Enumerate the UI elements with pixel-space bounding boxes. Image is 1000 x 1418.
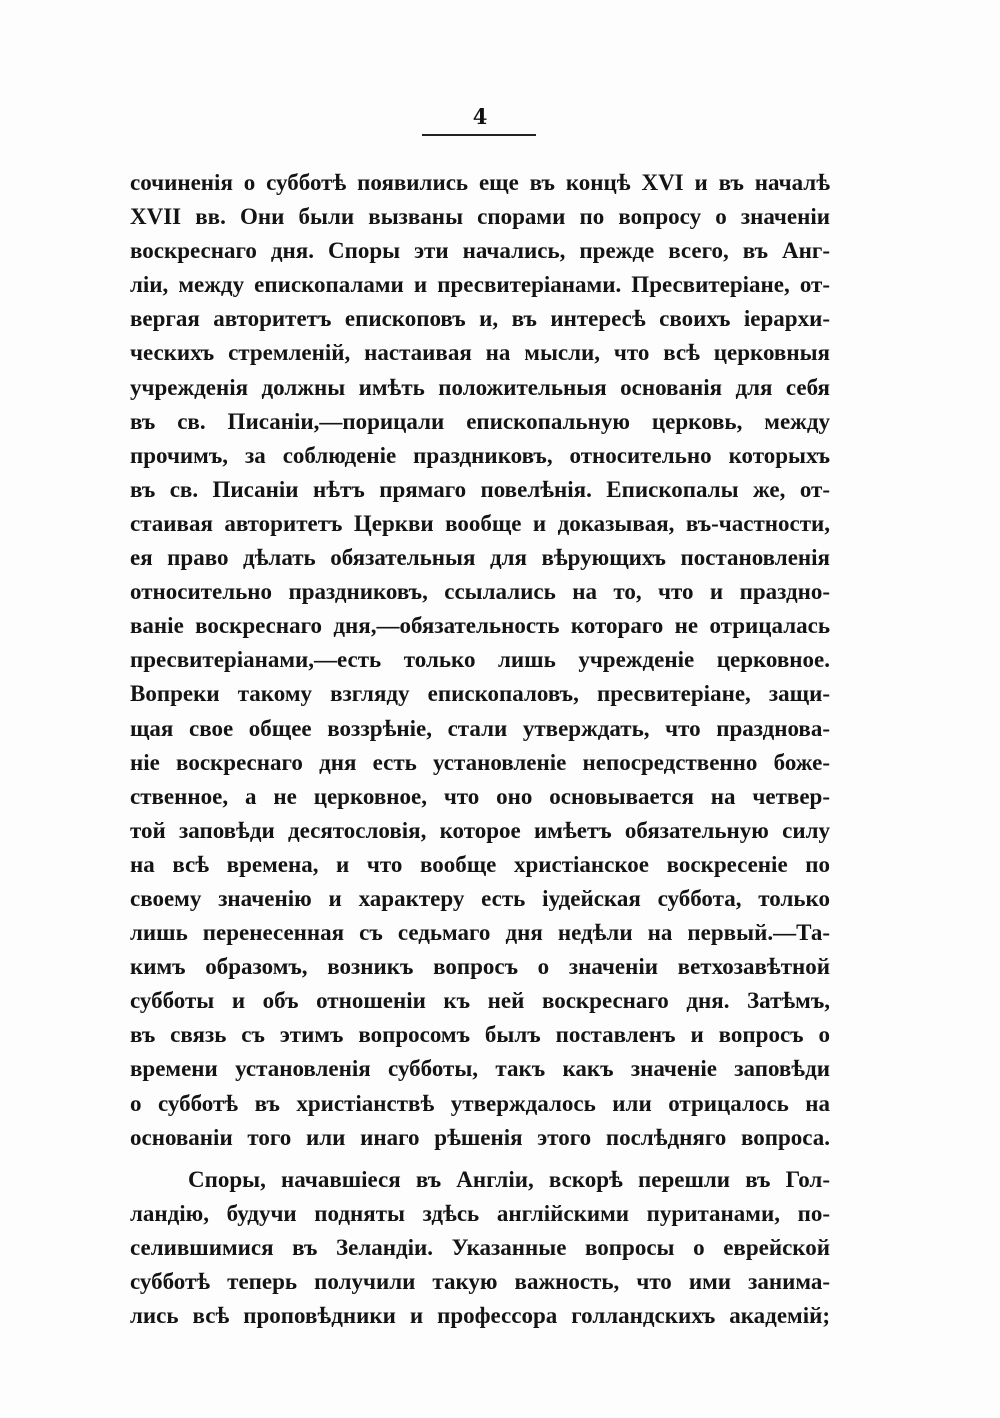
text-line: въ связь съ этимъ вопросомъ былъ поставленъ и вопросъ о: [130, 1022, 830, 1048]
text-line: ственное, а не церковное, что оно основывается на четвер-: [130, 783, 830, 809]
text-line: ніе воскреснаго дня есть установленіе непосредственно боже-: [130, 749, 830, 775]
text-line: сочиненія о субботѣ появились еще въ концѣ XVI и въ началѣ: [130, 170, 830, 195]
page-number: 4: [472, 104, 488, 129]
text-line: ческихъ стремленій, настаивая на мысли, что всѣ церковныя: [130, 340, 830, 366]
body-text: [130, 166, 830, 1333]
text-line: Вопреки такому взгляду епископаловъ, пресвитеріане, защи-: [130, 681, 830, 707]
text-line: Споры, начавшіеся въ Англіи, вскорѣ перешли въ Гол-: [188, 1166, 830, 1192]
text-line: кимъ образомъ, возникъ вопросъ о значеніи ветхозавѣтной: [130, 954, 830, 980]
text-line: субботѣ теперь получили такую важность, что ими занима-: [130, 1269, 830, 1294]
text-line: ваніе воскреснаго дня,—обязательность котораго не отрицалась: [130, 613, 830, 639]
text-line: ея право дѣлать обязательныя для вѣрующихъ постановленія: [130, 545, 830, 571]
text-line: стаивая авторитетъ Церкви вообще и доказывая, въ-частности,: [130, 510, 830, 536]
text-line: лись всѣ проповѣдники и профессора голландскихъ академій;: [130, 1303, 830, 1329]
text-line: относительно праздниковъ, ссылались на то, что и праздно-: [130, 579, 830, 605]
text-line: субботы и объ отношеніи къ ней воскреснаго дня. Затѣмъ,: [130, 988, 830, 1014]
paragraph-2: [130, 1163, 830, 1333]
text-line: въ св. Писаніи нѣтъ прямаго повелѣнія. Епископалы же, от-: [130, 476, 830, 502]
text-line: времени установленія субботы, такъ какъ значеніе заповѣди: [130, 1056, 830, 1082]
text-line: воскреснаго дня. Споры эти начались, прежде всего, въ Анг-: [130, 238, 830, 264]
text-line: вергая авторитетъ епископовъ и, въ интересѣ своихъ іерархи-: [130, 306, 830, 332]
text-line: въ св. Писаніи,—порицали епископальную церковь, между: [130, 408, 830, 434]
text-line: щая свое общее воззрѣніе, стали утверждать, что празднова-: [130, 715, 830, 741]
text-line: основаніи того или инаго рѣшенія этого послѣдняго вопроса.: [130, 1124, 830, 1150]
text-line: ліи, между епископалами и пресвитеріанами. Пресвитеріане, от-: [130, 272, 830, 298]
text-line: своему значенію и характеру есть іудейская суббота, только: [130, 885, 830, 911]
text-line: XVII вв. Они были вызваны спорами по вопросу о значеніи: [130, 204, 830, 230]
text-line: пресвитеріанами,—есть только лишь учрежденіе церковное.: [130, 647, 830, 673]
text-line: учрежденія должны имѣть положительныя основанія для себя: [130, 374, 830, 400]
text-line: ландію, будучи подняты здѣсь англійскими пуританами, по-: [130, 1200, 830, 1226]
text-line: прочимъ, за соблюденіе праздниковъ, относительно которыхъ: [130, 442, 830, 468]
text-line: на всѣ времена, и что вообще христіанское воскресеніе по: [130, 851, 830, 877]
text-line: о субботѣ въ христіанствѣ утверждалось или отрицалось на: [130, 1090, 830, 1116]
text-line: селившимися въ Зеландіи. Указанные вопросы о еврейской: [130, 1234, 830, 1260]
paragraph-1: [130, 166, 830, 1155]
page-number-rule: [422, 134, 536, 136]
text-line: той заповѣди десятословія, которое имѣетъ обязательную силу: [130, 817, 830, 843]
text-line: лишь перенесенная съ седьмаго дня недѣли на первый.—Та-: [130, 920, 830, 946]
